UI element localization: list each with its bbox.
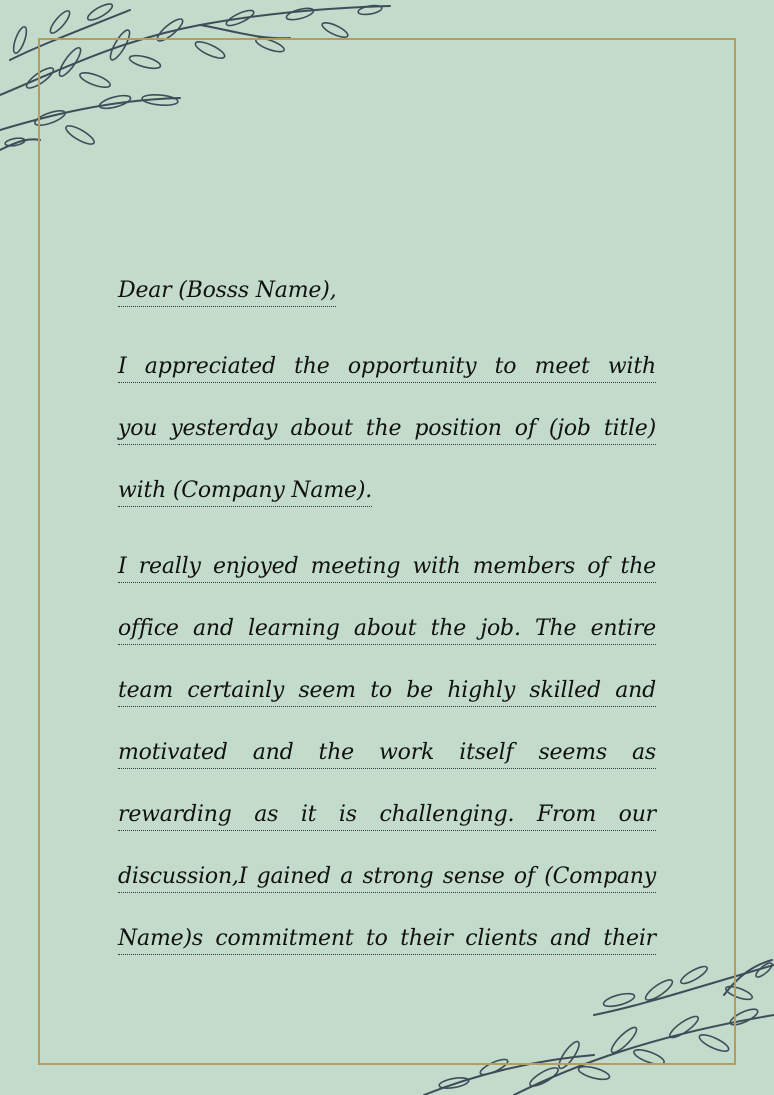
paragraph-2-line: I really enjoyed meeting with members of the — [118, 552, 656, 583]
letter-body — [118, 276, 656, 986]
paragraph-2-line: motivated and the work itself seems as — [118, 738, 656, 769]
paragraph-gap — [118, 538, 656, 552]
paragraph-2-line: office and learning about the job. The entire — [118, 614, 656, 645]
paragraph-1-line: I appreciated the opportunity to meet with — [118, 352, 656, 383]
greeting-line: Dear (Bosss Name), — [118, 276, 336, 307]
paragraph-gap — [118, 338, 656, 352]
paragraph-1-line: you yesterday about the position of (job title) — [118, 414, 656, 445]
paragraph-1-line: with (Company Name). — [118, 476, 372, 507]
paragraph-2-line: rewarding as it is challenging. From our — [118, 800, 656, 831]
paragraph-2-line: discussion,I gained a strong sense of (Company — [118, 862, 656, 893]
paragraph-2-line: team certainly seem to be highly skilled and — [118, 676, 656, 707]
paragraph-2-line: Name)s commitment to their clients and their — [118, 924, 656, 955]
